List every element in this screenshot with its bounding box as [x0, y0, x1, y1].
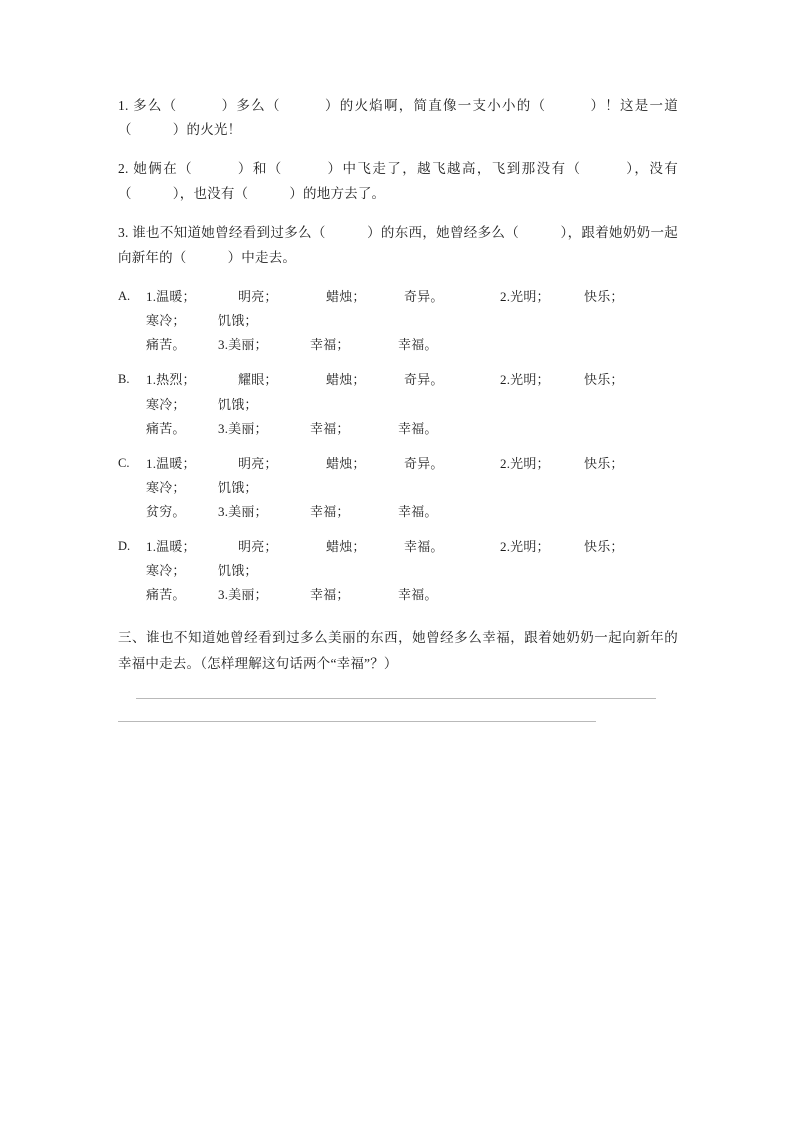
answer-lines — [118, 698, 678, 722]
question-three: 三、谁也不知道她曾经看到过多么美丽的东西，她曾经多么幸福，跟着她奶奶一起向新年的幸福中走去。（怎样理解这句话两个“幸福”？） — [118, 629, 678, 671]
option-segment: 幸福。 — [398, 586, 438, 602]
option-row-b[interactable] — [118, 368, 678, 440]
fill-blank-item-2: 2. 她俩在（ ）和（ ）中飞走了，越飞越高，飞到那没有（ ），没有（ ），也没有（ ）的地方去了。 — [118, 161, 678, 202]
option-row-a[interactable] — [118, 285, 678, 357]
option-label-d: D. — [118, 538, 131, 553]
option-segment: 2.光明； — [500, 372, 550, 388]
option-label-c: C. — [118, 455, 130, 470]
option-segment: 明亮； — [238, 289, 278, 305]
option-row-d[interactable] — [118, 535, 678, 607]
option-segment: 痛苦。 — [146, 420, 186, 436]
option-segment: 寒冷； — [146, 562, 186, 578]
option-label-a: A. — [118, 289, 131, 304]
option-segment: 耀眼； — [238, 372, 278, 388]
option-segment: 1.温暖； — [146, 289, 196, 305]
option-segment: 贫穷。 — [146, 503, 186, 519]
option-segment: 奇异。 — [404, 289, 444, 305]
option-segment: 3.美丽； — [218, 337, 268, 353]
option-segment: 2.光明； — [500, 289, 550, 305]
option-segment: 饥饿； — [218, 313, 258, 329]
option-segment: 快乐； — [584, 455, 624, 471]
option-segment: 3.美丽； — [218, 503, 268, 519]
option-segment: 蜡烛； — [326, 289, 366, 305]
option-segment: 快乐； — [584, 289, 624, 305]
option-segment: 寒冷； — [146, 479, 186, 495]
option-segment: 痛苦。 — [146, 337, 186, 353]
option-segment: 明亮； — [238, 538, 278, 554]
answer-line[interactable] — [136, 698, 656, 699]
option-segment: 1.温暖； — [146, 538, 196, 554]
option-segment: 蜡烛； — [326, 538, 366, 554]
option-segment: 快乐； — [584, 372, 624, 388]
option-segment: 幸福； — [310, 420, 350, 436]
option-segment: 2.光明； — [500, 538, 550, 554]
option-segment: 寒冷； — [146, 396, 186, 412]
fill-blank-item-3: 3. 谁也不知道她曾经看到过多么（ ）的东西，她曾经多么（ ），跟着她奶奶一起向新年的（ ）中走去。 — [118, 225, 678, 266]
option-segment: 奇异。 — [404, 372, 444, 388]
option-label-b: B. — [118, 372, 130, 387]
option-segment: 幸福。 — [398, 503, 438, 519]
option-segment: 1.温暖； — [146, 455, 196, 471]
option-segment: 饥饿； — [218, 562, 258, 578]
option-segment: 奇异。 — [404, 455, 444, 471]
option-row-c[interactable] — [118, 452, 678, 524]
option-segment: 幸福。 — [398, 420, 438, 436]
option-segment: 幸福； — [310, 503, 350, 519]
option-body-b — [146, 368, 678, 440]
option-segment: 幸福。 — [398, 337, 438, 353]
option-body-c — [146, 452, 678, 524]
option-segment: 痛苦。 — [146, 586, 186, 602]
option-segment: 幸福。 — [404, 538, 444, 554]
option-segment: 蜡烛； — [326, 455, 366, 471]
option-body-a — [146, 285, 678, 357]
option-segment: 2.光明； — [500, 455, 550, 471]
option-segment: 3.美丽； — [218, 420, 268, 436]
option-segment: 幸福； — [310, 337, 350, 353]
option-segment: 快乐； — [584, 538, 624, 554]
option-segment: 蜡烛； — [326, 372, 366, 388]
option-segment: 1.热烈； — [146, 372, 196, 388]
option-segment: 饥饿； — [218, 479, 258, 495]
option-segment: 明亮； — [238, 455, 278, 471]
fill-blank-item-1: 1. 多么（ ）多么（ ）的火焰啊，简直像一支小小的（ ）！这是一道（ ）的火光！ — [118, 97, 678, 138]
option-segment: 寒冷； — [146, 313, 186, 329]
option-body-d — [146, 535, 678, 607]
document-content — [118, 80, 678, 744]
option-segment: 饥饿； — [218, 396, 258, 412]
answer-line[interactable] — [118, 721, 596, 722]
option-segment: 幸福； — [310, 586, 350, 602]
option-segment: 3.美丽； — [218, 586, 268, 602]
